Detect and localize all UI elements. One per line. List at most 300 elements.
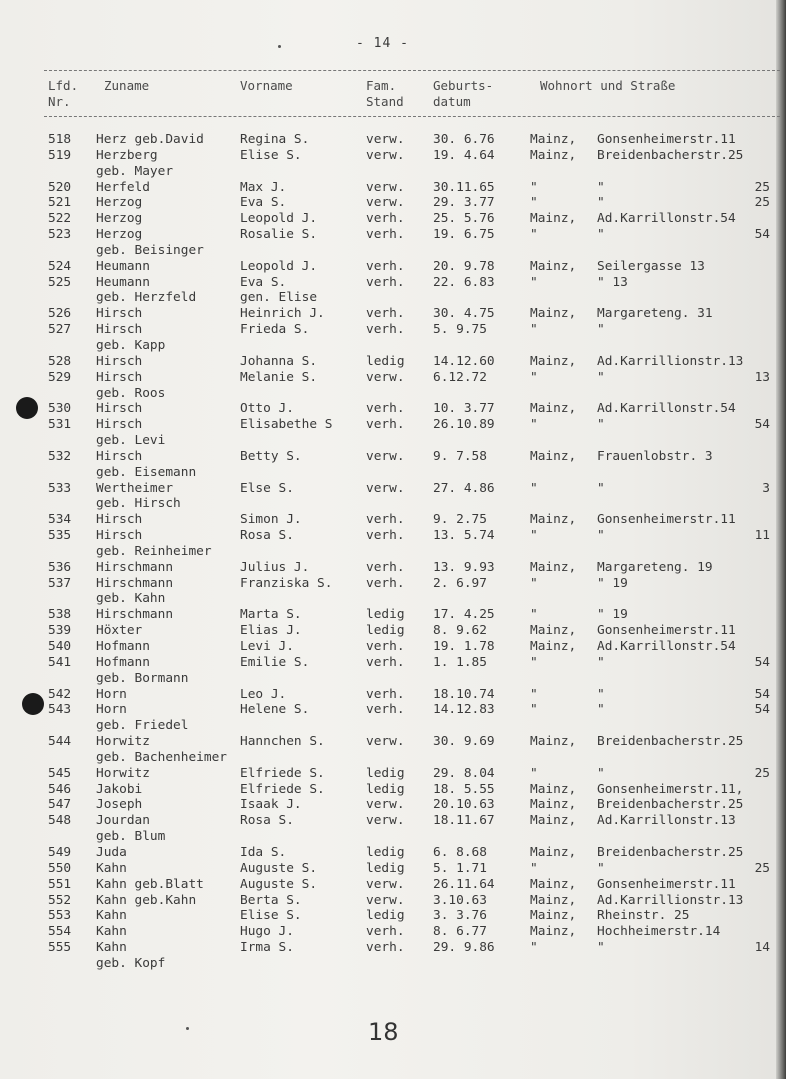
row-wohnort: " bbox=[530, 702, 538, 718]
row-geburtsdatum: 30. 4.75 bbox=[433, 306, 495, 322]
row-vorname: Heinrich J. bbox=[240, 306, 325, 322]
row-number: 523 bbox=[48, 227, 72, 243]
row-strasse: Gonsenheimerstr.11 bbox=[597, 623, 736, 639]
header-zuname: Zuname bbox=[104, 78, 150, 93]
table-row bbox=[0, 164, 786, 180]
row-zuname: Hirsch bbox=[96, 306, 143, 322]
row-fam-stand: verh. bbox=[366, 322, 405, 338]
row-wohnort: Mainz, bbox=[530, 258, 577, 274]
row-vorname: Auguste S. bbox=[240, 876, 318, 892]
row-vorname: Leopold J. bbox=[240, 211, 318, 227]
row-strasse: " bbox=[597, 179, 605, 195]
row-fam-stand: ledig bbox=[366, 860, 405, 876]
row-vorname: gen. Elise bbox=[240, 290, 318, 306]
row-zuname: geb. Levi bbox=[96, 433, 166, 449]
punch-hole bbox=[22, 693, 44, 715]
row-fam-stand: verh. bbox=[366, 306, 405, 322]
row-zuname: Horwitz bbox=[96, 765, 150, 781]
row-number: 531 bbox=[48, 417, 72, 433]
row-strasse: " bbox=[597, 686, 605, 702]
row-hausnummer: 54 bbox=[754, 227, 770, 243]
row-geburtsdatum: 29. 3.77 bbox=[433, 195, 495, 211]
table-row bbox=[0, 924, 786, 940]
row-fam-stand: verw. bbox=[366, 480, 405, 496]
row-vorname: Julius J. bbox=[240, 559, 310, 575]
row-vorname: Elias J. bbox=[240, 623, 302, 639]
row-number: 537 bbox=[48, 575, 72, 591]
row-vorname: Else S. bbox=[240, 480, 294, 496]
row-strasse: " bbox=[597, 940, 605, 956]
row-fam-stand: ledig bbox=[366, 623, 405, 639]
table-row bbox=[0, 671, 786, 687]
table-row bbox=[0, 734, 786, 750]
table-row bbox=[0, 750, 786, 766]
row-zuname: Hofmann bbox=[96, 654, 150, 670]
table-row bbox=[0, 639, 786, 655]
row-vorname: Franziska S. bbox=[240, 575, 333, 591]
table-row bbox=[0, 227, 786, 243]
row-geburtsdatum: 27. 4.86 bbox=[433, 480, 495, 496]
row-zuname: geb. Friedel bbox=[96, 718, 189, 734]
row-number: 526 bbox=[48, 306, 72, 322]
row-hausnummer: 13 bbox=[754, 369, 770, 385]
table-row bbox=[0, 449, 786, 465]
row-strasse: Gonsenheimerstr.11 bbox=[597, 512, 736, 528]
row-hausnummer: 25 bbox=[754, 195, 770, 211]
row-strasse: Ad.Karrillonstr.54 bbox=[597, 401, 736, 417]
row-geburtsdatum: 20. 9.78 bbox=[433, 258, 495, 274]
row-geburtsdatum: 6.12.72 bbox=[433, 369, 487, 385]
table-row bbox=[0, 877, 786, 893]
row-wohnort: Mainz, bbox=[530, 892, 577, 908]
row-fam-stand: verh. bbox=[366, 417, 405, 433]
row-fam-stand: verw. bbox=[366, 132, 405, 147]
row-wohnort: Mainz, bbox=[530, 448, 577, 464]
row-number: 522 bbox=[48, 211, 72, 227]
row-number: 524 bbox=[48, 258, 72, 274]
row-strasse: " bbox=[597, 227, 605, 243]
row-wohnort: " bbox=[530, 528, 538, 544]
footer-number: 18 bbox=[368, 1018, 399, 1046]
table-row bbox=[0, 893, 786, 909]
row-vorname: Elfriede S. bbox=[240, 781, 325, 797]
row-strasse: " 19 bbox=[597, 575, 628, 591]
row-zuname: Herzog bbox=[96, 195, 143, 211]
row-vorname: Elise S. bbox=[240, 147, 302, 163]
table-row bbox=[0, 496, 786, 512]
row-geburtsdatum: 18.10.74 bbox=[433, 686, 495, 702]
row-strasse: Ad.Karrillonstr.13 bbox=[597, 813, 736, 829]
table-row bbox=[0, 512, 786, 528]
row-fam-stand: verh. bbox=[366, 559, 405, 575]
row-hausnummer: 25 bbox=[754, 765, 770, 781]
row-fam-stand: verw. bbox=[366, 892, 405, 908]
row-fam-stand: verh. bbox=[366, 274, 405, 290]
row-geburtsdatum: 18.11.67 bbox=[433, 813, 495, 829]
row-zuname: geb. Reinheimer bbox=[96, 543, 212, 559]
row-geburtsdatum: 9. 7.58 bbox=[433, 448, 487, 464]
row-strasse: " bbox=[597, 480, 605, 496]
row-fam-stand: verw. bbox=[366, 179, 405, 195]
row-strasse: Ad.Karrillonstr.54 bbox=[597, 639, 736, 654]
header-top-rule bbox=[44, 70, 780, 71]
table-row bbox=[0, 861, 786, 877]
row-strasse: Ad.Karrillonstr.54 bbox=[597, 211, 736, 227]
row-fam-stand: verh. bbox=[366, 512, 405, 528]
row-zuname: geb. Mayer bbox=[96, 163, 174, 179]
row-number: 532 bbox=[48, 448, 72, 464]
row-fam-stand: verh. bbox=[366, 227, 405, 243]
header-bottom-rule bbox=[44, 116, 780, 117]
row-zuname: Horn bbox=[96, 702, 127, 718]
row-strasse: Breidenbacherstr.25 bbox=[597, 844, 744, 860]
row-wohnort: " bbox=[530, 575, 538, 591]
row-vorname: Elfriede S. bbox=[240, 765, 325, 781]
row-strasse: " bbox=[597, 322, 605, 338]
row-geburtsdatum: 5. 9.75 bbox=[433, 322, 487, 338]
row-zuname: Hofmann bbox=[96, 639, 150, 654]
row-strasse: Gonsenheimerstr.11 bbox=[597, 876, 736, 892]
header-fam-stand: Fam. Stand bbox=[366, 78, 404, 109]
row-wohnort: Mainz, bbox=[530, 559, 577, 575]
row-geburtsdatum: 13. 5.74 bbox=[433, 528, 495, 544]
table-row bbox=[0, 845, 786, 861]
table-row bbox=[0, 417, 786, 433]
table-row bbox=[0, 560, 786, 576]
row-fam-stand: ledig bbox=[366, 765, 405, 781]
table-row bbox=[0, 275, 786, 291]
row-wohnort: " bbox=[530, 480, 538, 496]
row-zuname: Hirsch bbox=[96, 369, 143, 385]
row-vorname: Eva S. bbox=[240, 274, 287, 290]
row-number: 542 bbox=[48, 686, 72, 702]
row-strasse: Ad.Karrillionstr.13 bbox=[597, 892, 744, 908]
row-wohnort: Mainz, bbox=[530, 844, 577, 860]
row-zuname: geb. Blum bbox=[96, 829, 166, 845]
row-strasse: Breidenbacherstr.25 bbox=[597, 147, 744, 163]
row-zuname: Jourdan bbox=[96, 813, 150, 829]
row-fam-stand: verh. bbox=[366, 940, 405, 956]
row-zuname: Hirsch bbox=[96, 401, 143, 417]
row-zuname: geb. Beisinger bbox=[96, 242, 204, 258]
row-vorname: Levi J. bbox=[240, 639, 294, 654]
row-geburtsdatum: 1. 1.85 bbox=[433, 654, 487, 670]
page-number: - 14 - bbox=[356, 36, 409, 51]
row-fam-stand: ledig bbox=[366, 781, 405, 797]
table-row bbox=[0, 718, 786, 734]
row-zuname: Wertheimer bbox=[96, 480, 174, 496]
row-wohnort: Mainz, bbox=[530, 813, 577, 829]
row-wohnort: " bbox=[530, 195, 538, 211]
row-zuname: Hirschmann bbox=[96, 559, 174, 575]
row-zuname: Kahn bbox=[96, 924, 127, 940]
row-hausnummer: 54 bbox=[754, 702, 770, 718]
row-zuname: geb. Bormann bbox=[96, 670, 189, 686]
row-zuname: Juda bbox=[96, 844, 127, 860]
row-wohnort: Mainz, bbox=[530, 781, 577, 797]
row-vorname: Simon J. bbox=[240, 512, 302, 528]
row-zuname: Hirsch bbox=[96, 528, 143, 544]
row-fam-stand: verw. bbox=[366, 448, 405, 464]
row-wohnort: " bbox=[530, 860, 538, 876]
row-wohnort: " bbox=[530, 654, 538, 670]
row-number: 538 bbox=[48, 607, 72, 623]
speck bbox=[186, 1027, 189, 1030]
row-zuname: geb. Kopf bbox=[96, 955, 166, 971]
table-row bbox=[0, 829, 786, 845]
row-strasse: Ad.Karrillionstr.13 bbox=[597, 353, 744, 369]
row-strasse: Gonsenheimerstr.11, bbox=[597, 781, 744, 797]
row-number: 555 bbox=[48, 940, 72, 956]
row-geburtsdatum: 5. 1.71 bbox=[433, 860, 487, 876]
table-row bbox=[0, 607, 786, 623]
row-hausnummer: 25 bbox=[754, 179, 770, 195]
row-number: 551 bbox=[48, 876, 72, 892]
row-wohnort: Mainz, bbox=[530, 639, 577, 654]
row-zuname: Höxter bbox=[96, 623, 143, 639]
row-geburtsdatum: 14.12.60 bbox=[433, 353, 495, 369]
row-strasse: " bbox=[597, 702, 605, 718]
row-wohnort: Mainz, bbox=[530, 147, 577, 163]
row-geburtsdatum: 25. 5.76 bbox=[433, 211, 495, 227]
row-number: 552 bbox=[48, 892, 72, 908]
row-number: 535 bbox=[48, 528, 72, 544]
row-fam-stand: verh. bbox=[366, 654, 405, 670]
table-row bbox=[0, 813, 786, 829]
row-vorname: Otto J. bbox=[240, 401, 294, 417]
row-wohnort: Mainz, bbox=[530, 797, 577, 813]
row-geburtsdatum: 17. 4.25 bbox=[433, 607, 495, 623]
row-wohnort: Mainz, bbox=[530, 306, 577, 322]
header-wohnort: Wohnort und Straße bbox=[540, 78, 676, 93]
row-number: 540 bbox=[48, 639, 72, 654]
row-hausnummer: 54 bbox=[754, 417, 770, 433]
row-zuname: Jakobi bbox=[96, 781, 143, 797]
row-geburtsdatum: 3. 3.76 bbox=[433, 908, 487, 924]
row-geburtsdatum: 19. 4.64 bbox=[433, 147, 495, 163]
row-vorname: Helene S. bbox=[240, 702, 310, 718]
row-vorname: Betty S. bbox=[240, 448, 302, 464]
row-number: 536 bbox=[48, 559, 72, 575]
row-fam-stand: ledig bbox=[366, 908, 405, 924]
row-vorname: Eva S. bbox=[240, 195, 287, 211]
row-wohnort: " bbox=[530, 227, 538, 243]
row-zuname: geb. Roos bbox=[96, 385, 166, 401]
row-zuname: Heumann bbox=[96, 258, 150, 274]
row-wohnort: Mainz, bbox=[530, 924, 577, 940]
table-row bbox=[0, 908, 786, 924]
row-number: 518 bbox=[48, 132, 72, 147]
row-vorname: Johanna S. bbox=[240, 353, 318, 369]
row-strasse: " bbox=[597, 369, 605, 385]
row-wohnort: " bbox=[530, 274, 538, 290]
row-vorname: Berta S. bbox=[240, 892, 302, 908]
row-hausnummer: 25 bbox=[754, 860, 770, 876]
table-row bbox=[0, 940, 786, 956]
row-vorname: Irma S. bbox=[240, 940, 294, 956]
row-zuname: geb. Hirsch bbox=[96, 496, 181, 512]
row-zuname: Hirsch bbox=[96, 512, 143, 528]
row-fam-stand: verw. bbox=[366, 734, 405, 750]
row-number: 521 bbox=[48, 195, 72, 211]
row-zuname: Heumann bbox=[96, 274, 150, 290]
row-strasse: Hochheimerstr.14 bbox=[597, 924, 721, 940]
row-wohnort: Mainz, bbox=[530, 353, 577, 369]
row-geburtsdatum: 26.10.89 bbox=[433, 417, 495, 433]
row-strasse: Margareteng. 19 bbox=[597, 559, 713, 575]
row-geburtsdatum: 9. 2.75 bbox=[433, 512, 487, 528]
row-strasse: Gonsenheimerstr.11 bbox=[597, 132, 736, 147]
row-number: 547 bbox=[48, 797, 72, 813]
row-strasse: " bbox=[597, 860, 605, 876]
table-row bbox=[0, 702, 786, 718]
row-number: 530 bbox=[48, 401, 72, 417]
row-number: 554 bbox=[48, 924, 72, 940]
row-zuname: Hirsch bbox=[96, 448, 143, 464]
row-number: 529 bbox=[48, 369, 72, 385]
row-vorname: Regina S. bbox=[240, 132, 310, 147]
row-fam-stand: verw. bbox=[366, 369, 405, 385]
speck bbox=[278, 45, 281, 48]
table-row bbox=[0, 576, 786, 592]
row-wohnort: Mainz, bbox=[530, 401, 577, 417]
row-hausnummer: 3 bbox=[762, 480, 770, 496]
row-strasse: " bbox=[597, 417, 605, 433]
row-strasse: " 19 bbox=[597, 607, 628, 623]
row-wohnort: " bbox=[530, 322, 538, 338]
row-number: 546 bbox=[48, 781, 72, 797]
row-vorname: Rosa S. bbox=[240, 528, 294, 544]
punch-hole bbox=[16, 397, 38, 419]
table-row bbox=[0, 481, 786, 497]
row-fam-stand: ledig bbox=[366, 353, 405, 369]
header-lfd-nr: Lfd. Nr. bbox=[48, 78, 79, 109]
row-wohnort: Mainz, bbox=[530, 211, 577, 227]
row-geburtsdatum: 8. 6.77 bbox=[433, 924, 487, 940]
row-hausnummer: 54 bbox=[754, 686, 770, 702]
row-number: 544 bbox=[48, 734, 72, 750]
row-zuname: geb. Bachenheimer bbox=[96, 749, 227, 765]
row-zuname: Horn bbox=[96, 686, 127, 702]
row-geburtsdatum: 18. 5.55 bbox=[433, 781, 495, 797]
row-vorname: Marta S. bbox=[240, 607, 302, 623]
table-row bbox=[0, 782, 786, 798]
row-zuname: Herzberg bbox=[96, 147, 158, 163]
table-row bbox=[0, 180, 786, 196]
row-number: 553 bbox=[48, 908, 72, 924]
row-vorname: Isaak J. bbox=[240, 797, 302, 813]
row-fam-stand: verw. bbox=[366, 195, 405, 211]
row-geburtsdatum: 14.12.83 bbox=[433, 702, 495, 718]
row-wohnort: " bbox=[530, 686, 538, 702]
row-strasse: " bbox=[597, 528, 605, 544]
row-geburtsdatum: 22. 6.83 bbox=[433, 274, 495, 290]
table-row bbox=[0, 956, 786, 972]
table-row bbox=[0, 259, 786, 275]
row-zuname: Kahn bbox=[96, 908, 127, 924]
row-wohnort: " bbox=[530, 607, 538, 623]
row-fam-stand: verh. bbox=[366, 575, 405, 591]
row-zuname: geb. Kapp bbox=[96, 337, 166, 353]
row-zuname: geb. Eisemann bbox=[96, 464, 197, 480]
row-geburtsdatum: 8. 9.62 bbox=[433, 623, 487, 639]
row-hausnummer: 11 bbox=[754, 528, 770, 544]
row-vorname: Elisabethe S bbox=[240, 417, 333, 433]
table-row bbox=[0, 433, 786, 449]
row-number: 520 bbox=[48, 179, 72, 195]
row-zuname: Joseph bbox=[96, 797, 143, 813]
table-row bbox=[0, 354, 786, 370]
row-zuname: Hirschmann bbox=[96, 575, 174, 591]
row-fam-stand: verh. bbox=[366, 639, 405, 654]
row-strasse: Rheinstr. 25 bbox=[597, 908, 690, 924]
row-geburtsdatum: 19. 6.75 bbox=[433, 227, 495, 243]
row-vorname: Ida S. bbox=[240, 844, 287, 860]
row-strasse: Seilergasse 13 bbox=[597, 258, 705, 274]
row-fam-stand: ledig bbox=[366, 607, 405, 623]
table-row bbox=[0, 655, 786, 671]
row-vorname: Rosalie S. bbox=[240, 227, 318, 243]
row-geburtsdatum: 2. 6.97 bbox=[433, 575, 487, 591]
row-vorname: Hannchen S. bbox=[240, 734, 325, 750]
row-zuname: geb. Herzfeld bbox=[96, 290, 197, 306]
row-zuname: Herfeld bbox=[96, 179, 150, 195]
table-row bbox=[0, 243, 786, 259]
row-fam-stand: verh. bbox=[366, 702, 405, 718]
row-vorname: Emilie S. bbox=[240, 654, 310, 670]
row-geburtsdatum: 29. 8.04 bbox=[433, 765, 495, 781]
row-number: 534 bbox=[48, 512, 72, 528]
row-number: 543 bbox=[48, 702, 72, 718]
row-strasse: Breidenbacherstr.25 bbox=[597, 797, 744, 813]
row-number: 541 bbox=[48, 654, 72, 670]
table-row bbox=[0, 797, 786, 813]
row-geburtsdatum: 29. 9.86 bbox=[433, 940, 495, 956]
row-geburtsdatum: 3.10.63 bbox=[433, 892, 487, 908]
row-fam-stand: verh. bbox=[366, 528, 405, 544]
row-wohnort: Mainz, bbox=[530, 512, 577, 528]
row-number: 550 bbox=[48, 860, 72, 876]
table-row bbox=[0, 544, 786, 560]
row-zuname: Kahn bbox=[96, 860, 127, 876]
row-zuname: geb. Kahn bbox=[96, 591, 166, 607]
row-wohnort: Mainz, bbox=[530, 623, 577, 639]
row-wohnort: Mainz, bbox=[530, 734, 577, 750]
row-strasse: Frauenlobstr. 3 bbox=[597, 448, 713, 464]
row-geburtsdatum: 13. 9.93 bbox=[433, 559, 495, 575]
row-strasse: " bbox=[597, 765, 605, 781]
row-vorname: Rosa S. bbox=[240, 813, 294, 829]
row-fam-stand: verw. bbox=[366, 813, 405, 829]
row-geburtsdatum: 6. 8.68 bbox=[433, 844, 487, 860]
row-geburtsdatum: 30. 9.69 bbox=[433, 734, 495, 750]
row-zuname: Herzog bbox=[96, 211, 143, 227]
row-wohnort: " bbox=[530, 417, 538, 433]
table-row bbox=[0, 687, 786, 703]
row-geburtsdatum: 20.10.63 bbox=[433, 797, 495, 813]
row-geburtsdatum: 26.11.64 bbox=[433, 876, 495, 892]
row-fam-stand: verh. bbox=[366, 401, 405, 417]
row-fam-stand: verw. bbox=[366, 147, 405, 163]
row-zuname: Hirsch bbox=[96, 353, 143, 369]
row-number: 539 bbox=[48, 623, 72, 639]
row-number: 533 bbox=[48, 480, 72, 496]
row-fam-stand: verh. bbox=[366, 686, 405, 702]
table-row bbox=[0, 528, 786, 544]
row-number: 527 bbox=[48, 322, 72, 338]
row-geburtsdatum: 30.11.65 bbox=[433, 179, 495, 195]
row-number: 549 bbox=[48, 844, 72, 860]
